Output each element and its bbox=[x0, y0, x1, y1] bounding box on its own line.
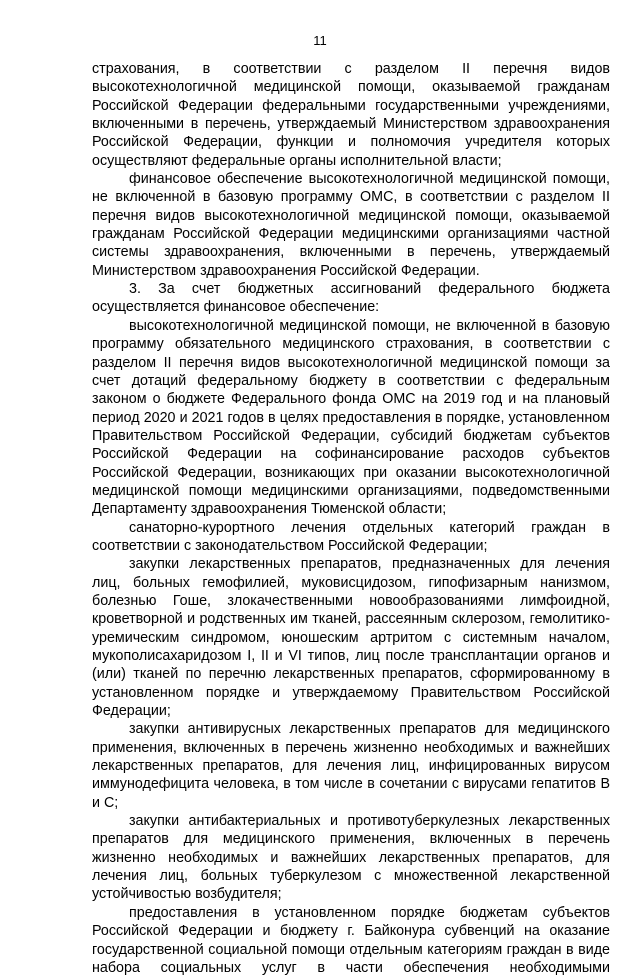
document-body bbox=[92, 60, 610, 977]
paragraph-continuation: страхования, в соответствии с разделом II перечня видов высокотехнологичной медицинской помощи, оказываемой гражданам Российской Федерации федеральными государственными учреждениями, включенными в перечень, утверждаемый Министерством здравоохранения Российской Федерации, функции и полномочия учредителя которых осуществляют федеральные органы исполнительной власти; bbox=[92, 61, 610, 169]
paragraph: закупки лекарственных препаратов, предназначенных для лечения лиц, больных гемофилией, муковисцидозом, гипофизарным нанизмом, болезнью Гоше, злокачественными новообразованиями лимфоидной, кроветворной и родственных им тканей, рассеянным склерозом, гемолитико-уремическим синдромом, юношеским артритом с системным началом, мукополисахаридозом I, II и VI типов, лиц после трансплантации органов и (или) тканей по перечню лекарственных препаратов, сформированному в установленном порядке и утверждаемому Правительством Российской Федерации; bbox=[92, 556, 610, 720]
paragraph: закупки антибактериальных и противотуберкулезных лекарственных препаратов для медицинского применения, включенных в перечень жизненно необходимых и важнейших лекарственных препаратов, для лечения лиц, больных туберкулезом с множественной лекарственной устойчивостью возбудителя; bbox=[92, 813, 610, 903]
numbered-paragraph: 3. За счет бюджетных ассигнований федерального бюджета осуществляется финансовое обеспечение: bbox=[92, 281, 610, 316]
paragraph: предоставления в установленном порядке бюджетам субъектов Российской Федерации и бюджету г. Байконура субвенций на оказание государственной социальной помощи отдельным категориям граждан в виде набора социальных услуг в части обеспечения необходимыми bbox=[92, 904, 610, 976]
paragraph: закупки антивирусных лекарственных препаратов для медицинского применения, включенных в перечень жизненно необходимых и важнейших лекарственных препаратов, для лечения лиц, инфицированных вирусом иммунодефицита человека, в том числе в сочетании с вирусами гепатитов B и C; bbox=[92, 721, 610, 811]
paragraph: финансовое обеспечение высокотехнологичной медицинской помощи, не включенной в базовую программу ОМС, в соответствии с разделом II перечня видов высокотехнологичной медицинской помощи, оказываемой гражданам Российской Федерации медицинскими организациями частной системы здравоохранения, включенными в перечень, утверждаемый Министерством здравоохранения Российской Федерации. bbox=[92, 171, 610, 279]
paragraph: высокотехнологичной медицинской помощи, не включенной в базовую программу обязательного медицинского страхования, в соответствии с разделом II перечня видов высокотехнологичной медицинской помощи за счет дотаций федеральному бюджету в соответствии с федеральным законом о бюджете Федерального фонда ОМС на 2019 год и на плановый период 2020 и 2021 годов в целях предоставления в порядке, установленном Правительством Российской Федерации, субсидий бюджетам субъектов Российской Федерации на софинансирование расходов субъектов Российской Федерации, возникающих при оказании высокотехнологичной медицинской помощи медицинскими организациями, подведомственными Департаменту здравоохранения Тюменской области; bbox=[92, 317, 610, 518]
page-number: 11 bbox=[313, 33, 327, 48]
paragraph: санаторно-курортного лечения отдельных категорий граждан в соответствии с законодательством Российской Федерации; bbox=[92, 519, 610, 554]
